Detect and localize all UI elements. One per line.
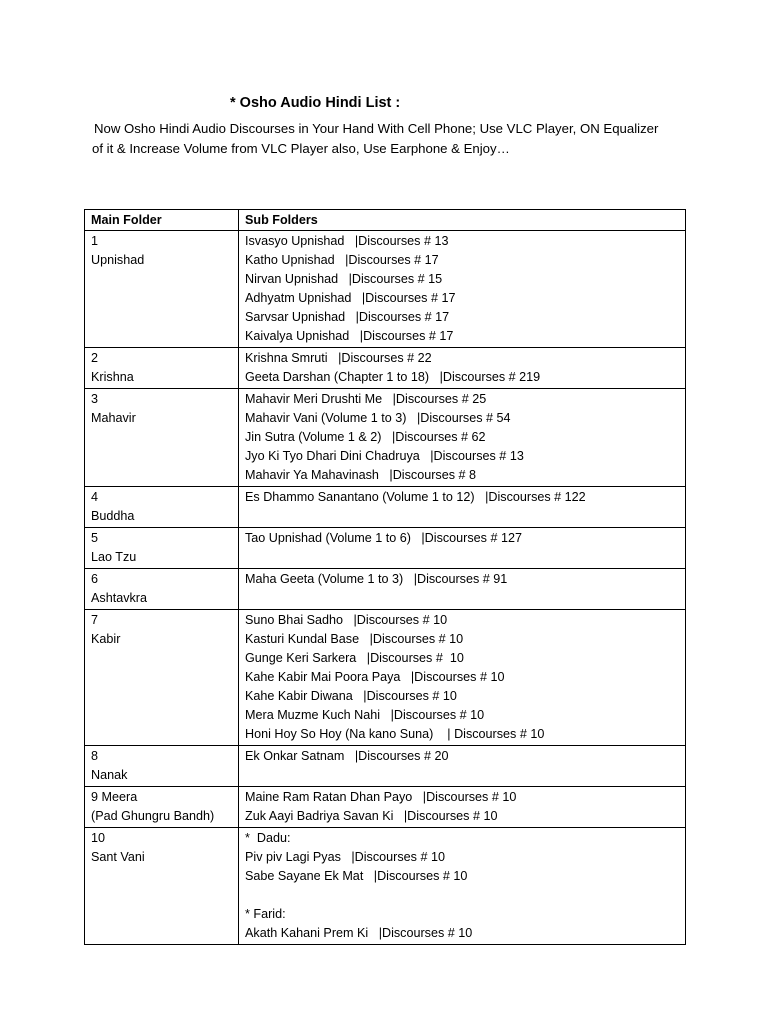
intro-paragraph (92, 119, 712, 159)
sub-folder-entry: Isvasyo Upnishad |Discourses # 13 (245, 234, 449, 248)
main-folder-cell (85, 348, 239, 389)
folder-number: 5 (91, 531, 99, 545)
table-row (85, 610, 686, 746)
table-row (85, 746, 686, 787)
sub-folders-cell (239, 231, 686, 348)
folder-number: 3 (91, 392, 99, 406)
sub-folder-entry: Mahavir Ya Mahavinash |Discourses # 8 (245, 468, 476, 482)
sub-folder-entry: Adhyatm Upnishad |Discourses # 17 (245, 291, 456, 305)
sub-folder-entry: Krishna Smruti |Discourses # 22 (245, 351, 432, 365)
folder-number: 10 (91, 831, 106, 845)
sub-folder-entry: Kahe Kabir Mai Poora Paya |Discourses # 10 (245, 670, 505, 684)
sub-folder-entry: Maha Geeta (Volume 1 to 3) |Discourses # 91 (245, 572, 508, 586)
folder-name: Krishna (91, 370, 134, 384)
main-folder-cell (85, 746, 239, 787)
table-row (85, 569, 686, 610)
sub-folder-entry: Jin Sutra (Volume 1 & 2) |Discourses # 62 (245, 430, 486, 444)
sub-folder-entry: Sabe Sayane Ek Mat |Discourses # 10 (245, 869, 468, 883)
main-folder-header: Main Folder (85, 210, 239, 231)
folder-number: 4 (91, 490, 99, 504)
folder-name: (Pad Ghungru Bandh) (91, 809, 215, 823)
folder-number: 9 Meera (91, 790, 138, 804)
sub-folders-cell (239, 528, 686, 569)
sub-folder-entry: Suno Bhai Sadho |Discourses # 10 (245, 613, 448, 627)
sub-folder-entry: Nirvan Upnishad |Discourses # 15 (245, 272, 443, 286)
main-folder-cell (85, 528, 239, 569)
sub-folder-entry: Geeta Darshan (Chapter 1 to 18) |Discourses # 219 (245, 370, 541, 384)
main-folder-cell (85, 610, 239, 746)
sub-folder-entry: * Farid: (245, 907, 286, 921)
sub-folder-entry: Akath Kahani Prem Ki |Discourses # 10 (245, 926, 473, 940)
sub-folders-cell (239, 610, 686, 746)
sub-folders-cell (239, 389, 686, 487)
sub-folder-entry: Mahavir Vani (Volume 1 to 3) |Discourses # 54 (245, 411, 511, 425)
table-header-row (85, 210, 686, 231)
table-row (85, 231, 686, 348)
table-row (85, 487, 686, 528)
sub-folders-cell (239, 828, 686, 945)
folder-number: 1 (91, 234, 99, 248)
main-folder-cell (85, 487, 239, 528)
sub-folder-entry: Tao Upnishad (Volume 1 to 6) |Discourses # 127 (245, 531, 522, 545)
sub-folder-entry: Kasturi Kundal Base |Discourses # 10 (245, 632, 464, 646)
sub-folder-entry: Sarvsar Upnishad |Discourses # 17 (245, 310, 450, 324)
sub-folder-entry: Kahe Kabir Diwana |Discourses # 10 (245, 689, 457, 703)
main-folder-cell (85, 787, 239, 828)
folder-name: Ashtavkra (91, 591, 147, 605)
table-row (85, 389, 686, 487)
folder-number: 2 (91, 351, 99, 365)
main-folder-cell (85, 389, 239, 487)
table-body (85, 231, 686, 945)
intro-line: Now Osho Hindi Audio Discourses in Your Hand With Cell Phone; Use VLC Player, ON Equalizer (94, 121, 659, 136)
sub-folder-entry: Maine Ram Ratan Dhan Payo |Discourses # 10 (245, 790, 517, 804)
sub-folders-cell (239, 487, 686, 528)
main-folder-cell (85, 569, 239, 610)
folder-table (84, 209, 686, 945)
folder-name: Lao Tzu (91, 550, 137, 564)
sub-folder-entry: Gunge Keri Sarkera |Discourses # 10 (245, 651, 464, 665)
folder-number: 7 (91, 613, 99, 627)
table-row (85, 528, 686, 569)
sub-folder-entry (245, 886, 679, 905)
sub-folder-entry: Kaivalya Upnishad |Discourses # 17 (245, 329, 454, 343)
folder-number: 8 (91, 749, 99, 763)
sub-folder-entry: Mahavir Meri Drushti Me |Discourses # 25 (245, 392, 487, 406)
sub-folders-cell (239, 787, 686, 828)
folder-name: Upnishad (91, 253, 145, 267)
table-row (85, 787, 686, 828)
main-folder-cell (85, 231, 239, 348)
sub-folder-entry: * Dadu: (245, 831, 291, 845)
folder-name: Sant Vani (91, 850, 145, 864)
sub-folder-entry: Mera Muzme Kuch Nahi |Discourses # 10 (245, 708, 485, 722)
folder-name: Kabir (91, 632, 121, 646)
table-row (85, 348, 686, 389)
folder-name: Buddha (91, 509, 135, 523)
sub-folders-header: Sub Folders (239, 210, 686, 231)
sub-folders-cell (239, 569, 686, 610)
sub-folder-entry: Honi Hoy So Hoy (Na kano Suna) | Discourses # 10 (245, 727, 545, 741)
sub-folder-entry: Piv piv Lagi Pyas |Discourses # 10 (245, 850, 445, 864)
main-folder-cell (85, 828, 239, 945)
table-row (85, 828, 686, 945)
sub-folders-cell (239, 746, 686, 787)
intro-line: of it & Increase Volume from VLC Player also, Use Earphone & Enjoy… (92, 141, 510, 156)
sub-folder-entry: Es Dhammo Sanantano (Volume 1 to 12) |Discourses # 122 (245, 490, 586, 504)
sub-folders-cell (239, 348, 686, 389)
sub-folder-entry: Jyo Ki Tyo Dhari Dini Chadruya |Discourses # 13 (245, 449, 524, 463)
sub-folder-entry: Ek Onkar Satnam |Discourses # 20 (245, 749, 449, 763)
sub-folder-entry: Katho Upnishad |Discourses # 17 (245, 253, 439, 267)
folder-name: Nanak (91, 768, 128, 782)
folder-name: Mahavir (91, 411, 136, 425)
folder-number: 6 (91, 572, 99, 586)
sub-folder-entry: Zuk Aayi Badriya Savan Ki |Discourses # 10 (245, 809, 498, 823)
document-title: * Osho Audio Hindi List : (230, 95, 401, 111)
